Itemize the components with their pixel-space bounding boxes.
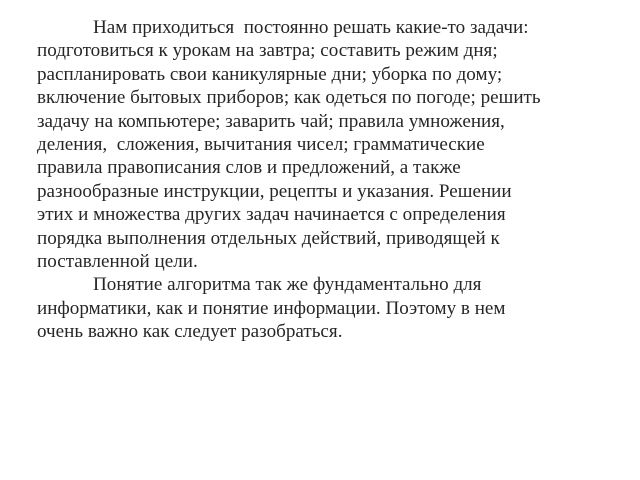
text-line: этих и множества других задач начинается с определения — [37, 204, 506, 226]
body-text — [37, 16, 611, 343]
text-line: деления, сложения, вычитания чисел; грамматические — [37, 133, 485, 155]
text-line: правила правописания слов и предложений, а также — [37, 157, 461, 179]
text-line: Понятие алгоритма так же фундаментально для — [93, 274, 482, 296]
text-line: подготовиться к урокам на завтра; составить режим дня; — [37, 40, 498, 62]
text-line: задачу на компьютере; заварить чай; правила умножения, — [37, 110, 505, 132]
text-line: очень важно как следует разобраться. — [37, 321, 343, 343]
text-line: информатики, как и понятие информации. Поэтому в нем — [37, 297, 506, 319]
text-line: распланировать свои каникулярные дни; уборка по дому; — [37, 63, 503, 85]
text-line: Нам приходиться постоянно решать какие-то задачи: — [93, 17, 529, 38]
text-line: поставленной цели. — [37, 250, 198, 272]
paragraph-2 — [37, 273, 611, 343]
text-line: порядка выполнения отдельных действий, приводящей к — [37, 227, 500, 249]
paragraph-1 — [37, 16, 611, 273]
text-line: разнообразные инструкции, рецепты и указания. Решении — [37, 180, 512, 202]
text-line: включение бытовых приборов; как одеться по погоде; решить — [37, 87, 541, 109]
